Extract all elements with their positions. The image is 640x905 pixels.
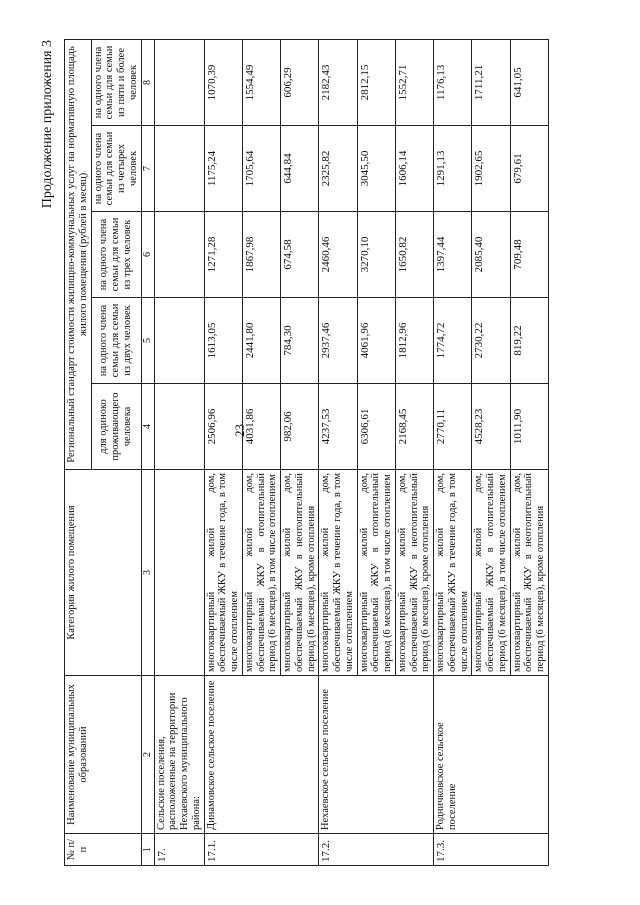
value-cell: 4061,96	[357, 298, 395, 384]
value-cell: 1176,13	[434, 39, 472, 125]
municipality-name: Родничковское сельское поселение	[434, 676, 549, 834]
section-row	[154, 39, 204, 865]
table-row	[434, 39, 472, 865]
header-family-of-three: на одного члена семьи для семьи из трех человек	[91, 212, 141, 298]
category-heating-period: многоквартирный жилой дом, обеспечиваемый ЖКУ в отопительный период (6 месяцев), в том числе отоплением	[242, 470, 280, 676]
rotated-page-content	[40, 40, 630, 866]
value-cell: 1902,65	[472, 126, 510, 212]
header-family-of-five: на одного члена семьи для семьи из пяти и более человек	[91, 39, 141, 125]
column-number: 4	[141, 384, 154, 470]
value-cell: 1291,13	[434, 126, 472, 212]
value-cell: 4031,86	[242, 384, 280, 470]
column-number: 2	[141, 676, 154, 834]
header-family-of-four: на одного члена семьи для семьи из четырех человек	[91, 126, 141, 212]
value-cell: 1271,28	[204, 212, 242, 298]
value-cell: 1175,24	[204, 126, 242, 212]
value-cell: 1711,21	[472, 39, 510, 125]
value-cell: 1011,90	[510, 384, 548, 470]
value-cell: 606,29	[281, 39, 319, 125]
category-year-round: многоквартирный жилой дом, обеспечиваемый ЖКУ в течение года, в том числе отоплением	[319, 470, 357, 676]
value-cell: 1812,96	[395, 298, 433, 384]
row-number: 17.1.	[204, 834, 319, 866]
value-cell: 2168,45	[395, 384, 433, 470]
value-cell: 1554,49	[242, 39, 280, 125]
value-cell: 1650,82	[395, 212, 433, 298]
value-cell: 1552,71	[395, 39, 433, 125]
column-number: 6	[141, 212, 154, 298]
column-number: 8	[141, 39, 154, 125]
column-number: 7	[141, 126, 154, 212]
row-number: 17.2.	[319, 834, 434, 866]
value-cell: 2812,15	[357, 39, 395, 125]
header-number: № п/п	[65, 834, 142, 866]
column-number: 1	[141, 834, 154, 866]
value-cell: 4528,23	[472, 384, 510, 470]
value-cell: 2441,80	[242, 298, 280, 384]
value-cell: 982,06	[281, 384, 319, 470]
value-cell: 3045,50	[357, 126, 395, 212]
value-cell: 1613,05	[204, 298, 242, 384]
category-non-heating-period: многоквартирный жилой дом, обеспечиваемый ЖКУ в неотопительный период (6 месяцев), кроме отопления	[395, 470, 433, 676]
value-cell: 1070,39	[204, 39, 242, 125]
category-heating-period: многоквартирный жилой дом, обеспечиваемый ЖКУ в отопительный период (6 месяцев), в том числе отоплением	[472, 470, 510, 676]
value-cell: 3270,10	[357, 212, 395, 298]
category-heating-period: многоквартирный жилой дом, обеспечиваемый ЖКУ в отопительный период (6 месяцев), в том числе отоплением	[357, 470, 395, 676]
value-cell: 4237,53	[319, 384, 357, 470]
value-cell: 1397,44	[434, 212, 472, 298]
value-cell: 674,58	[281, 212, 319, 298]
column-number: 3	[141, 470, 154, 676]
value-cell: 644,84	[281, 126, 319, 212]
value-cell: 1705,64	[242, 126, 280, 212]
header-single-person: для одиноко проживающего человека	[91, 384, 141, 470]
value-cell: 641,05	[510, 39, 548, 125]
value-cell: 1606,14	[395, 126, 433, 212]
value-cell: 2506,96	[204, 384, 242, 470]
value-cell: 679,61	[510, 126, 548, 212]
regional-standard-table	[64, 39, 549, 866]
value-cell: 2460,46	[319, 212, 357, 298]
value-cell: 2770,11	[434, 384, 472, 470]
category-non-heating-period: многоквартирный жилой дом, обеспечиваемый ЖКУ в неотопительный период (6 месяцев), кроме отопления	[281, 470, 319, 676]
value-cell: 2730,22	[472, 298, 510, 384]
value-cell: 1774,72	[434, 298, 472, 384]
header-category: Категория жилого помещения	[65, 470, 142, 676]
section-number: 17.	[154, 834, 204, 866]
appendix-note: Продолжение приложения 3	[40, 40, 55, 209]
value-cell: 2937,46	[319, 298, 357, 384]
category-non-heating-period: многоквартирный жилой дом, обеспечиваемый ЖКУ в неотопительный период (6 месяцев), кроме отопления	[510, 470, 548, 676]
section-title: Сельские поселения, расположенные на территории Нехаевского муниципального района:	[154, 676, 204, 834]
value-cell: 6306,61	[357, 384, 395, 470]
value-cell: 2085,40	[472, 212, 510, 298]
header-family-of-two: на одного члена семьи для семьи из двух человек	[91, 298, 141, 384]
municipality-name: Нехаевское сельское поселение	[319, 676, 434, 834]
header-standard-group: Региональный стандарт стоимости жилищно-коммунальных услуг на нормативную площадь жилого помещения (рублей в месяц)	[65, 39, 92, 469]
value-cell: 819,22	[510, 298, 548, 384]
value-cell: 2325,82	[319, 126, 357, 212]
header-municipality: Наименование муниципальных образований	[65, 676, 142, 834]
column-number: 5	[141, 298, 154, 384]
value-cell: 709,48	[510, 212, 548, 298]
row-number: 17.3.	[434, 834, 549, 866]
table-row	[319, 39, 357, 865]
column-numbers-row	[141, 39, 154, 865]
value-cell: 784,30	[281, 298, 319, 384]
category-year-round: многоквартирный жилой дом, обеспечиваемый ЖКУ в течение года, в том числе отоплением	[204, 470, 242, 676]
table-row	[204, 39, 242, 865]
page-number: 23	[232, 424, 247, 437]
value-cell: 1867,98	[242, 212, 280, 298]
value-cell: 2182,43	[319, 39, 357, 125]
category-year-round: многоквартирный жилой дом, обеспечиваемый ЖКУ в течение года, в том числе отоплением	[434, 470, 472, 676]
municipality-name: Динамовское сельское поселение	[204, 676, 319, 834]
